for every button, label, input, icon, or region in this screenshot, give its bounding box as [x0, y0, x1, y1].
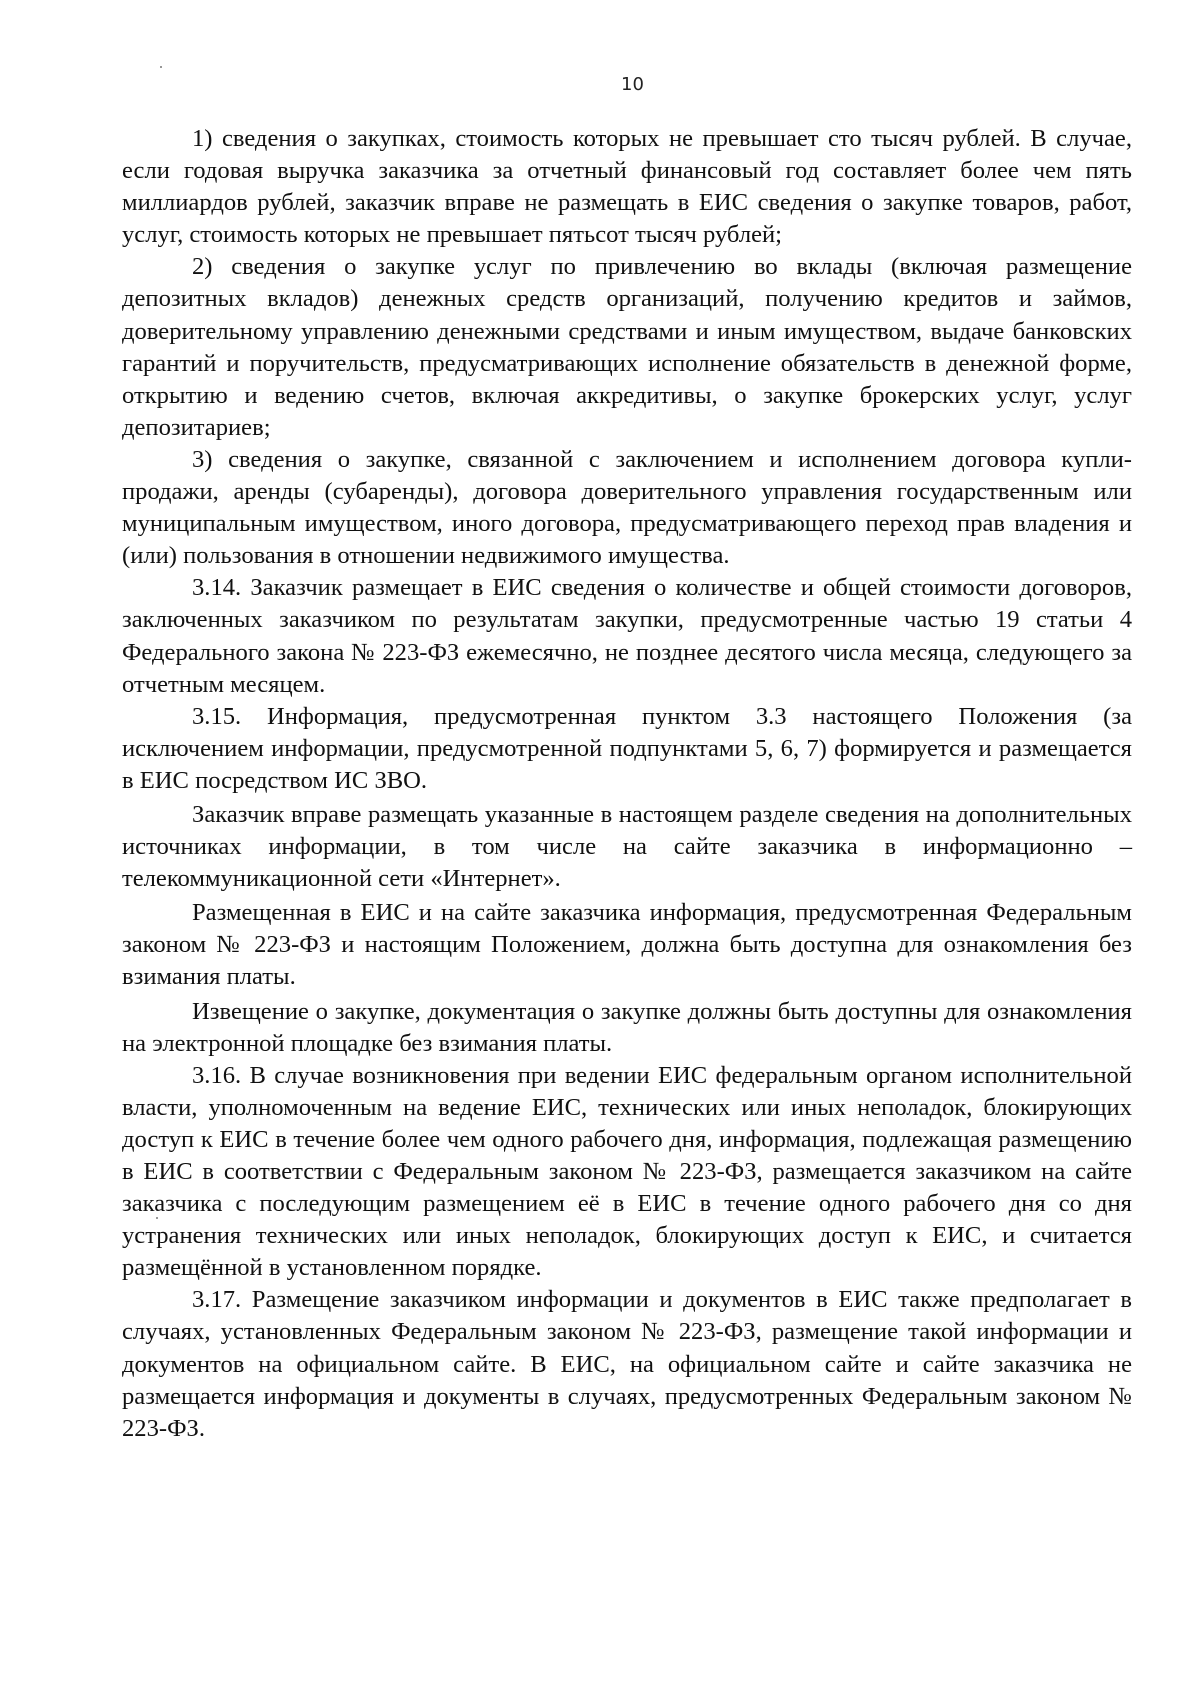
paragraph-additional-sources: Заказчик вправе размещать указанные в настоящем разделе сведения на дополнительных источниках информации, в том числе на сайте заказчика в информационно – телекоммуникационной сети «Интернет».	[122, 800, 1132, 893]
paragraph-clause-3-14: 3.14. Заказчик размещает в ЕИС сведения о количестве и общей стоимости договоров, заключенных заказчиком по результатам закупки, предусмотренные частью 19 статьи 4 Федерального закона № 223-ФЗ ежемесячно, не позднее десятого числа месяца, следующего за отчетным месяцем.	[122, 574, 1132, 698]
paragraph-clause-3-17: 3.17. Размещение заказчиком информации и документов в ЕИС также предполагает в случаях, установленных Федеральным законом № 223-ФЗ, размещение такой информации и документов на официальном сайте. В ЕИС, на официальном сайте и сайте заказчика не размещается информация и документы в случаях, предусмотренных Федеральным законом № 223-ФЗ.	[122, 1286, 1132, 1442]
paragraph-item-2: 2) сведения о закупке услуг по привлечению во вклады (включая размещение депозитных вкладов) денежных средств организаций, получению кредитов и займов, доверительному управлению денежными средствами и иным имуществом, выдаче банковских гарантий и поручительств, предусматривающих исполнение обязательств в денежной форме, открытию и ведению счетов, включая аккредитивы, о закупке брокерских услуг, услуг депозитариев;	[122, 253, 1132, 441]
paragraph-clause-3-15: 3.15. Информация, предусмотренная пунктом 3.3 настоящего Положения (за исключением информации, предусмотренной подпунктами 5, 6, 7) формируется и размещается в ЕИС посредством ИС ЗВО.	[122, 702, 1132, 794]
document-body	[122, 123, 1132, 1445]
paragraph-free-access: Размещенная в ЕИС и на сайте заказчика информация, предусмотренная Федеральным законом № 223-ФЗ и настоящим Положением, должна быть доступна для ознакомления без взимания платы.	[122, 899, 1132, 991]
paragraph-notice-availability: Извещение о закупке, документация о закупке должны быть доступны для ознакомления на электронной площадке без взимания платы.	[122, 997, 1132, 1057]
paragraph-clause-3-16: 3.16. В случае возникновения при ведении ЕИС федеральным органом исполнительной власти, уполномоченным на ведение ЕИС, технических или иных неполадок, блокирующих доступ к ЕИС в течение более чем одного рабочего дня, информация, подлежащая размещению в ЕИС в соответствии с Федеральным законом № 223-ФЗ, размещается заказчиком на сайте заказчика с последующим размещением её в ЕИС в течение одного рабочего дня со дня устранения технических или иных неполадок, блокирующих доступ к ЕИС, и считается размещённой в установленном порядке.	[122, 1061, 1132, 1282]
paragraph-item-1: 1) сведения о закупках, стоимость которых не превышает сто тысяч рублей. В случае, если годовая выручка заказчика за отчетный финансовый год составляет более чем пять миллиардов рублей, заказчик вправе не размещать в ЕИС сведения о закупке товаров, работ, услуг, стоимость которых не превышает пятьсот тысяч рублей;	[122, 125, 1132, 249]
scan-speck	[160, 66, 162, 68]
paragraph-item-3: 3) сведения о закупке, связанной с заключением и исполнением договора купли-продажи, аренды (субаренды), договора доверительного управления государственным или муниципальным имуществом, иного договора, предусматривающего переход прав владения и (или) пользования в отношении недвижимого имущества.	[122, 445, 1132, 570]
page-number: 10	[621, 74, 644, 95]
